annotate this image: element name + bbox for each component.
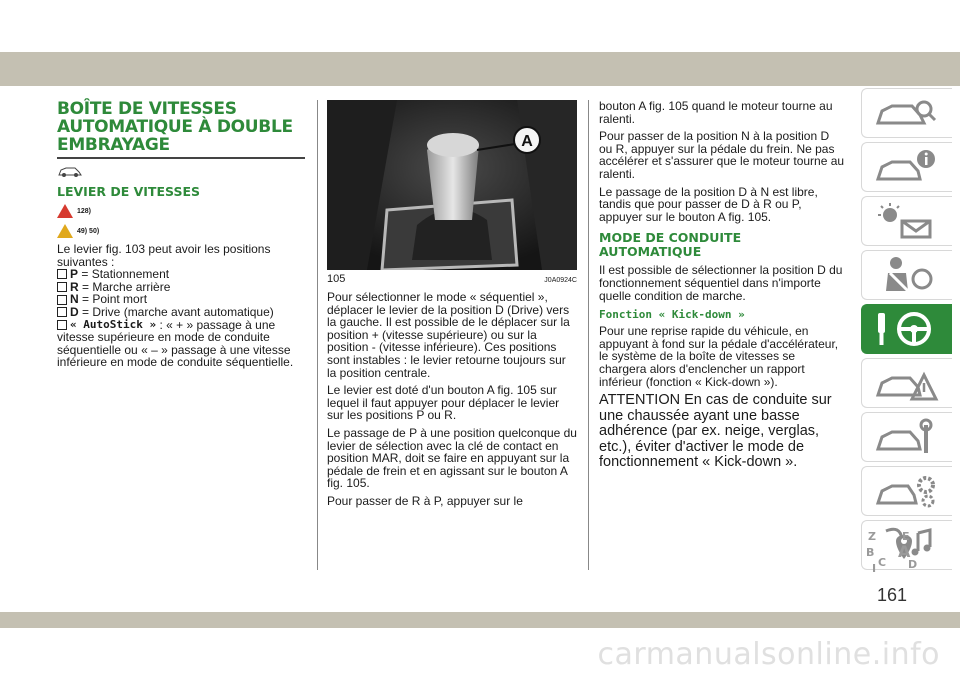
position-text: = Stationnement [81,267,170,282]
index-letter: A [898,542,911,561]
warning-row-2 [57,223,305,239]
title-rule [57,157,305,159]
bullet-box-icon [57,269,67,279]
position-key: D [70,304,79,319]
paragraph: Le levier est doté d'un bouton A fig. 105 sur lequel il faut appuyer pour déplacer le levier sur les positions P ou R. [327,383,560,423]
bullet-box-icon [57,320,67,330]
car-wrench-icon [872,417,942,457]
page-number: 161 [876,585,908,605]
car-search-icon [872,93,942,133]
tab-dashboard[interactable] [861,88,952,138]
column-divider [317,100,318,570]
paragraph: Pour sélectionner le mode « séquentiel », déplacer le levier de la position D (Drive) vers la gauche. Il est possible de le déplacer sur la position + (vitesse supérieure) ou sur la position - (vitesse inférieure). Ces positions sont instables : le levier retourne toujours sur la position centrale. [327,290,570,380]
gear-lever-photo [327,100,577,270]
column-3 [599,100,845,471]
warning-ref-2: 49) 50) [77,227,100,235]
tab-driving[interactable] [861,304,952,354]
warning-ref-1: 128) [77,207,92,215]
car-info-icon [872,147,942,187]
mode-title-line-2: AUTOMATIQUE [599,244,702,260]
index-letter: D [908,558,918,571]
index-letter: I [872,562,877,575]
paragraph: Pour passer de R à P, appuyer sur le [327,493,523,508]
callout-label-a: A [521,133,533,150]
title-line-2: AUTOMATIQUE À DOUBLE [57,117,293,137]
tab-safety[interactable] [861,250,952,300]
section-title [57,100,305,154]
column-1 [57,100,305,374]
figure-number: 105 [327,273,346,285]
position-key: P [70,267,79,282]
positions-list [57,268,305,331]
kickdown-heading: Fonction « Kick-down » [599,308,745,322]
position-text: = Drive (marche avant automatique) [82,304,274,319]
index-letter: C [878,556,887,569]
attention-note: ATTENTION En cas de conduite sur une chaussée ayant une basse adhérence (par ex. neige, verglas, etc.), éviter d'activer le mode de fonctionnement « Kick-down ». [599,392,832,471]
position-key: R [70,279,79,294]
header-band [0,52,960,86]
tab-technical[interactable] [861,466,952,516]
figure-code: J0A0924C [544,277,577,284]
position-item [57,306,305,319]
footer-band [0,612,960,628]
caution-triangle-icon [57,224,73,238]
tab-info[interactable] [861,142,952,192]
column-divider [588,100,589,570]
paragraph: Pour une reprise rapide du véhicule, en appuyant à fond sur la pédale d'accélérateur, le système de la boîte de vitesses se chargera alors d'enclencher un rapport inférieur (fonction « Kick-down »). [599,324,839,389]
car-gears-icon [872,471,942,511]
paragraph: Le passage de P à une position quelconque du levier de sélection avec la clé de contact en position MAR, doit se faire en appuyant sur la pédale de frein et en agissant sur le bouton A fig. 105. [327,425,577,491]
figure-caption [327,273,577,285]
car-version-icon [57,164,83,178]
warning-row-1 [57,203,305,219]
paragraph: Il est possible de sélectionner la position D du fonctionnement séquentiel dans n'importe quelle condition de marche. [599,263,843,303]
index-letter: Z [868,530,876,543]
seatbelt-person-icon [872,255,942,295]
tab-lights[interactable] [861,196,952,246]
watermark-text: carmanualsonline.info [597,637,940,672]
paragraph: Le passage de la position D à N est libre, tandis que pour passer de D à R ou P, appuyer sur le bouton A fig. 105. [599,184,818,224]
key-steering-wheel-icon [872,309,942,349]
positions-continued: vitesse supérieure en mode de conduite séquentielle ou « – » passage à une vitesse inférieure en mode de conduite séquentielle. [57,330,294,370]
paragraph: bouton A fig. 105 quand le moteur tourne au ralenti. [599,99,833,126]
top-margin [0,0,960,52]
warning-triangle-icon [57,204,73,218]
warning-car-icon [872,363,942,403]
light-envelope-icon [872,201,942,241]
gear-lever-illustration [327,100,577,270]
index-letters [866,530,946,574]
paragraph: Pour passer de la position N à la position D ou R, appuyer sur la pédale du frein. Ne pas accélérer et s'assurer que le moteur tourne au ralenti. [599,129,845,181]
position-text: = Marche arrière [82,279,171,294]
lever-subtitle: LEVIER DE VITESSES [57,184,200,199]
column-2 [327,100,577,513]
position-key: « AutoStick » [70,317,157,331]
position-item [57,268,305,281]
chapter-sidebar [857,88,960,578]
title-line-1: BOÎTE DE VITESSES [57,99,237,119]
bullet-box-icon [57,282,67,292]
lever-intro: Le levier fig. 103 peut avoir les positions suivantes : [57,242,271,269]
bullet-box-icon [57,295,67,305]
title-line-3: EMBRAYAGE [57,135,170,155]
position-text: : « + » passage à une [159,317,276,332]
bullet-box-icon [57,307,67,317]
mode-title-line-1: MODE DE CONDUITE [599,230,742,246]
index-letter: B [866,546,875,559]
position-text: = Point mort [82,292,148,307]
tab-emergency[interactable] [861,358,952,408]
position-key: N [70,292,79,307]
mode-subtitle [599,231,845,259]
index-letter: E [902,530,910,543]
tab-maintenance[interactable] [861,412,952,462]
